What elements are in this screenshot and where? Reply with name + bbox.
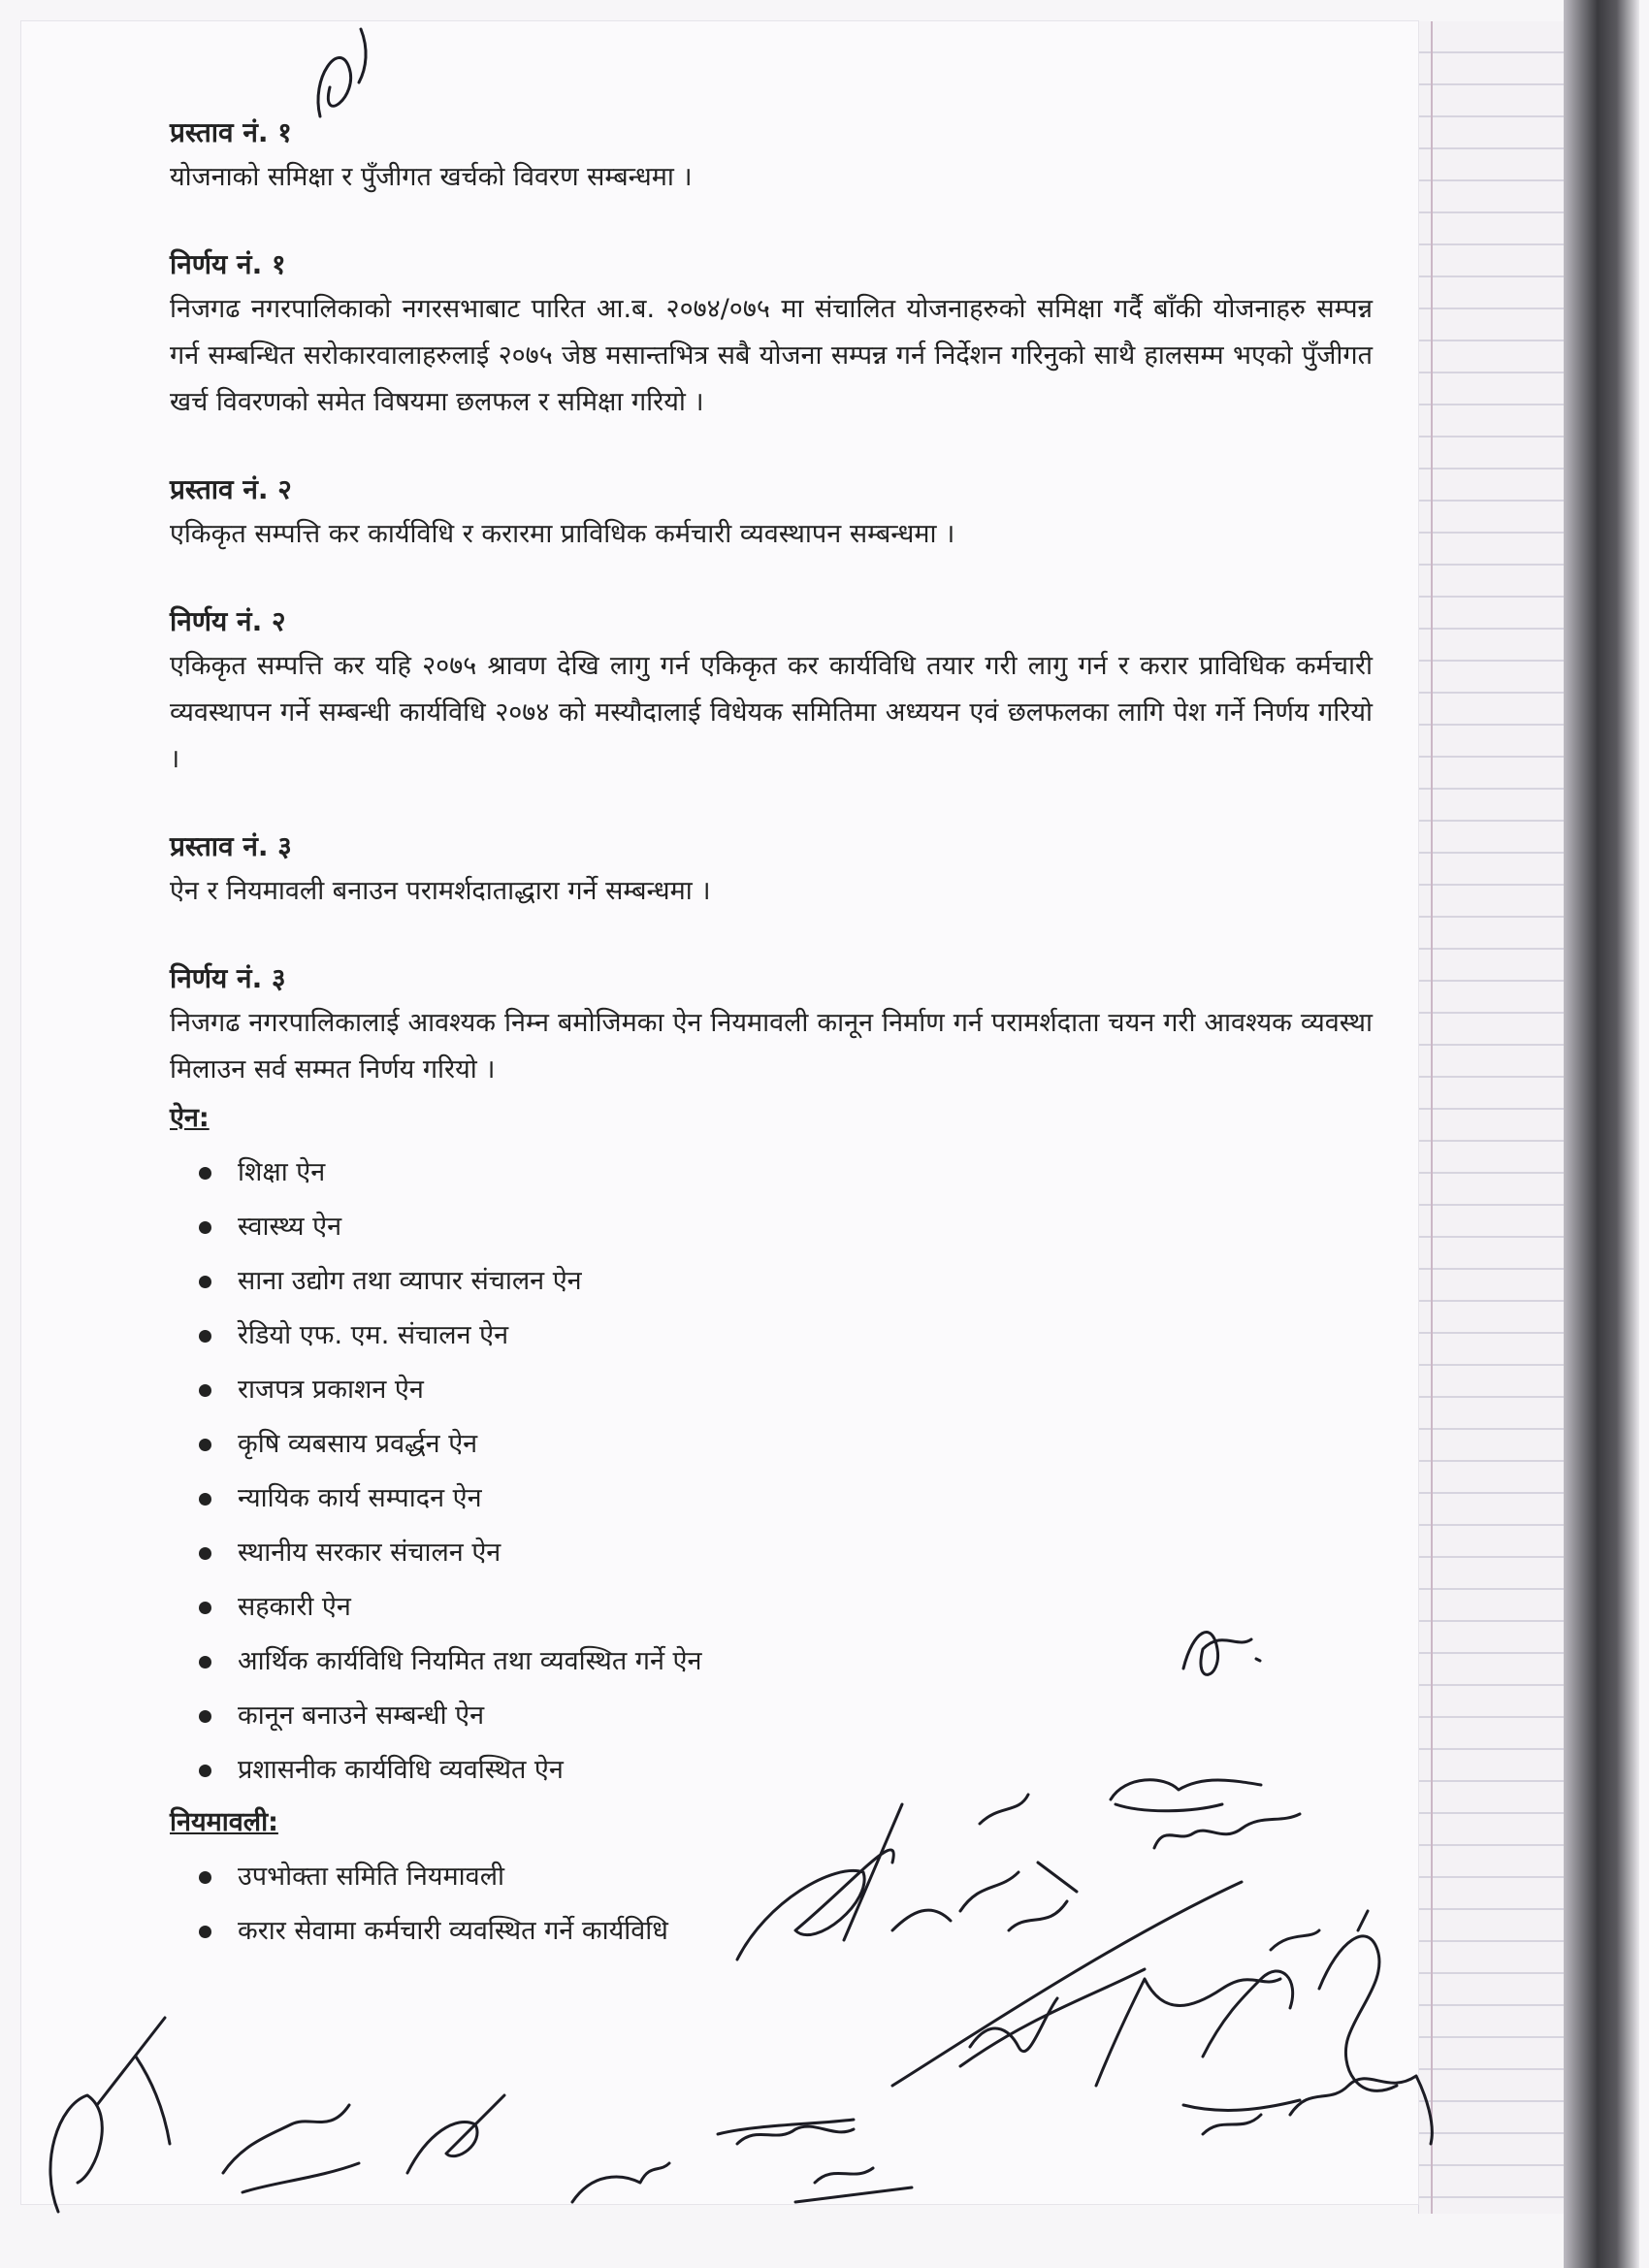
section-1-decision <box>170 243 1373 426</box>
decision-heading: निर्णय नं. ३ <box>170 962 286 994</box>
list-item: कृषि व्यबसाय प्रवर्द्धन ऐन <box>170 1417 1373 1472</box>
rules-list <box>170 1850 1373 1959</box>
list-item: रेडियो एफ. एम. संचालन ऐन <box>170 1309 1373 1363</box>
acts-list <box>170 1146 1373 1798</box>
list-item: सहकारी ऐन <box>170 1580 1373 1635</box>
minutes-document <box>170 112 1373 1959</box>
book-binding-shadow <box>1564 0 1639 2268</box>
list-item: राजपत्र प्रकाशन ऐन <box>170 1363 1373 1417</box>
list-item: न्यायिक कार्य सम्पादन ऐन <box>170 1472 1373 1526</box>
proposal-text: ऐन र नियमावली बनाउन परामर्शदाताद्धारा गर्ने सम्बन्धमा । <box>170 876 711 906</box>
proposal-heading: प्रस्ताव नं. २ <box>170 473 292 505</box>
list-item: आर्थिक कार्यविधि नियमित तथा व्यवस्थित गर्ने ऐन <box>170 1635 1373 1689</box>
list-item: स्वास्थ्य ऐन <box>170 1200 1373 1254</box>
list-item: साना उद्योग तथा व्यापार संचालन ऐन <box>170 1254 1373 1309</box>
proposal-text: एकिकृत सम्पत्ति कर कार्यविधि र करारमा प्राविधिक कर्मचारी व्यवस्थापन सम्बन्धमा । <box>170 519 955 549</box>
section-1 <box>170 112 1373 201</box>
section-3-decision <box>170 957 1373 1093</box>
decision-text: एकिकृत सम्पत्ति कर यहि २०७५ श्रावण देखि लागु गर्न एकिकृत कर कार्यविधि तयार गरी लागु गर्न र करार प्राविधिक कर्मचारी व्यवस्थापन गर्ने सम्बन्धी कार्यविधि २०७४ को मस्यौदालाई विधेयक समितिमा अध्ययन एवं छलफलका लागि पेश गर्ने निर्णय गरियो । <box>170 651 1373 774</box>
list-item: कानून बनाउने सम्बन्धी ऐन <box>170 1689 1373 1743</box>
section-2-decision <box>170 600 1373 783</box>
decision-text: निजगढ नगरपालिकालाई आवश्यक निम्न बमोजिमका ऐन नियमावली कानून निर्माण गर्न परामर्शदाता चयन गरी आवश्यक व्यवस्था मिलाउन सर्व सम्मत निर्णय गरियो । <box>170 1008 1373 1085</box>
proposal-heading: प्रस्ताव नं. ३ <box>170 830 292 862</box>
decision-heading: निर्णय नं. १ <box>170 248 286 280</box>
list-item: स्थानीय सरकार संचालन ऐन <box>170 1526 1373 1580</box>
notebook-margin-line <box>1431 21 1433 2214</box>
list-item: करार सेवामा कर्मचारी व्यवस्थित गर्ने कार्यविधि <box>170 1904 1373 1959</box>
proposal-text: योजनाको समिक्षा र पुँजीगत खर्चको विवरण सम्बन्धमा । <box>170 162 693 192</box>
section-3 <box>170 826 1373 915</box>
decision-text: निजगढ नगरपालिकाको नगरसभाबाट पारित आ.ब. २०७४/०७५ मा संचालित योजनाहरुको समिक्षा गर्दै बाँकी योजनाहरु सम्पन्न गर्न सम्बन्धित सरोकारवालाहरुलाई २०७५ जेष्ठ मसान्तभित्र सबै योजना सम्पन्न गर्न निर्देशन गरिनुको साथै हालसम्म भएको पुँजीगत खर्च विवरणको समेत विषयमा छलफल र समिक्षा गरियो । <box>170 294 1373 417</box>
acts-heading: ऐन: <box>170 1103 210 1133</box>
decision-heading: निर्णय नं. २ <box>170 605 286 637</box>
list-item: शिक्षा ऐन <box>170 1146 1373 1200</box>
rules-heading: नियमावली: <box>170 1807 278 1837</box>
list-item: उपभोक्ता समिति नियमावली <box>170 1850 1373 1904</box>
section-2 <box>170 469 1373 558</box>
list-item: प्रशासनीक कार्यविधि व्यवस्थित ऐन <box>170 1743 1373 1798</box>
proposal-heading: प्रस्ताव नं. १ <box>170 116 292 148</box>
